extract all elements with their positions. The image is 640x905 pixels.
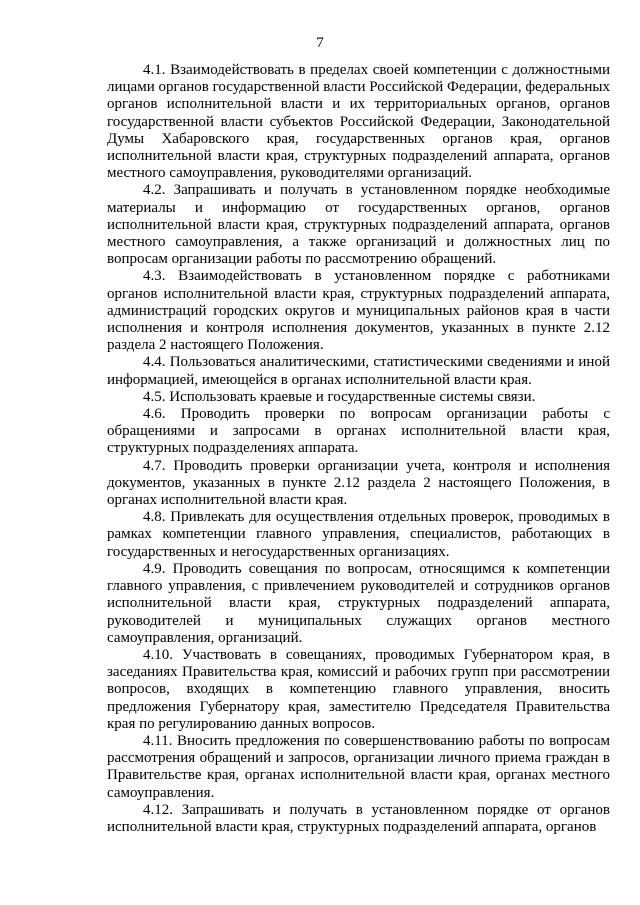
- page-number: 7: [316, 35, 324, 51]
- paragraph-4-10: 4.10. Участвовать в совещаниях, проводимых Губернатором края, в заседаниях Правительства края, комиссий и рабочих групп при рассмотрении вопросов, входящих в компетенцию главного управления, вносить предложения Губернатору края, заместителю Председателя Правительства края по регулированию данных вопросов.: [107, 646, 610, 732]
- paragraph-4-12: 4.12. Запрашивать и получать в установленном порядке от органов исполнительной власти края, структурных подразделений аппарата, органов: [107, 801, 610, 835]
- paragraph-4-6: 4.6. Проводить проверки по вопросам организации работы с обращениями и запросами в органах исполнительной власти края, структурных подразделениях аппарата.: [107, 406, 610, 457]
- paragraph-4-5: 4.5. Использовать краевые и государственные системы связи.: [143, 388, 536, 405]
- document-body: [107, 62, 610, 836]
- paragraph-4-7: 4.7. Проводить проверки организации учета, контроля и исполнения документов, указанных в пункте 2.12 раздела 2 настоящего Положения, в органах исполнительной власти края.: [107, 457, 610, 509]
- paragraph-4-1: 4.1. Взаимодействовать в пределах своей компетенции с должностными лицами органов государственной власти Российской Федерации, федеральных органов исполнительной власти и их территориальных органов, органов государственной власти субъектов Российской Федерации, Законодательной Думы Хабаровского края, государственных органов края, органов исполнительной власти края, структурных подразделений аппарата, органов местного самоуправления, руководителями организаций.: [107, 62, 611, 182]
- paragraph-4-11: 4.11. Вносить предложения по совершенствованию работы по вопросам рассмотрения обращений и запросов, организации личного приема граждан в Правительстве края, органах исполнительной власти края, органах местного самоуправления.: [107, 732, 610, 801]
- paragraph-4-2: 4.2. Запрашивать и получать в установленном порядке необходимые материалы и информацию от государственных органов, органов исполнительной власти края, структурных подразделений аппарата, органов местного самоуправления, а также организаций и должностных лиц по вопросам организации работы по рассмотрению обращений.: [107, 182, 610, 268]
- paragraph-4-8: 4.8. Привлекать для осуществления отдельных проверок, проводимых в рамках компетенции главного управления, специалистов, работающих в государственных и негосударственных организациях.: [107, 509, 610, 560]
- paragraph-4-3: 4.3. Взаимодействовать в установленном порядке с работниками органов исполнительной власти края, структурных подразделений аппарата, администраций городских округов и муниципальных районов края в части исполнения и контроля исполнения документов, указанных в пункте 2.12 раздела 2 настоящего Положения.: [107, 268, 610, 354]
- paragraph-4-4: 4.4. Пользоваться аналитическими, статистическими сведениями и иной информацией, имеющейся в органах исполнительной власти края.: [107, 354, 610, 388]
- paragraph-4-9: 4.9. Проводить совещания по вопросам, относящимся к компетенции главного управления, с привлечением руководителей и сотрудников органов исполнительной власти края, структурных подразделений аппарата, руководителей и муниципальных служащих органов местного самоуправления, организаций.: [107, 560, 610, 646]
